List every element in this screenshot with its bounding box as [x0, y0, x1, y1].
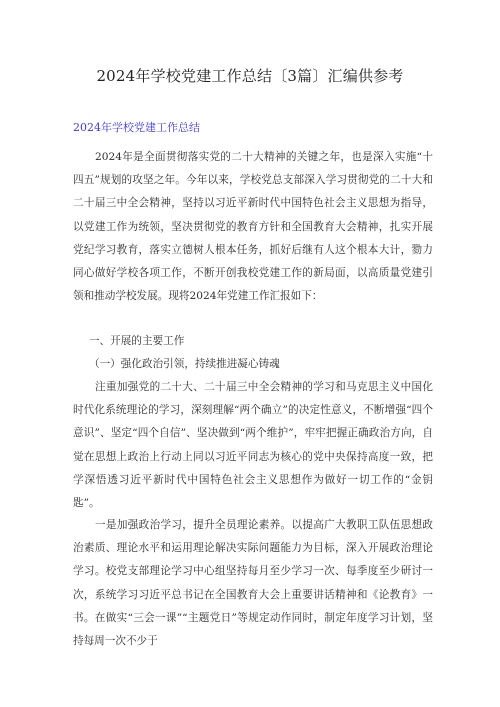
paragraph-political-study: 一是加强政治学习，提升全员理论素养。以提高广大教职工队伍思想政治素质、理论水平和运用理论解决实际问题能力为目标，深入开展政治理论学习。校党支部理论学习中心组坚持每月至少学习一次、每季度至少研讨一次，系统学习习近平总书记在全国教育大会上重要讲话精神和《论教育》一书。在做实“三会一课”“主题党日”等规定动作同时，制定年度学习计划，坚持每周一次不少于: [73, 519, 433, 648]
paragraph-political-guidance: 注重加强党的二十大、二十届三中全会精神的学习和马克思主义中国化时代化系统理论的学习，深刻理解“两个确立”的决定性意义，不断增强“四个意识”、坚定“四个自信”、坚决做到“两个维护”，牢牢把握正确政治方向，自觉在思想上政治上行动上同以习近平同志为核心的党中央保持高度一致，把学深悟透习近平新时代中国特色社会主义思想作为做好一切工作的“金钥匙”。: [73, 381, 433, 510]
document-subtitle: 2024年学校党建工作总结: [73, 121, 200, 134]
paragraph-intro: 2024年是全面贯彻落实党的二十大精神的关键之年，也是深入实施“十四五”规划的攻坚之年。今年以来，学校党总支部深入学习贯彻党的二十大和二十届三中全会精神，坚持以习近平新时代中国特色社会主义思想为指导，以党建工作为统领，坚决贯彻党的教育方针和全国教育大会精神，扎实开展党纪学习教育，落实立德树人根本任务，抓好后继有人这个根本大计，勠力同心做好学校各项工作，不断开创我校党建工作的新局面，以高质量党建引领和推动学校发展。现将2024年党建工作汇报如下：: [73, 151, 433, 303]
document-title: 2024年学校党建工作总结〔3篇〕汇编供参考: [96, 67, 404, 85]
section-heading: 一、开展的主要工作: [89, 335, 185, 347]
subsection-heading: （一）强化政治引领，持续推进凝心铸魂: [89, 358, 280, 370]
